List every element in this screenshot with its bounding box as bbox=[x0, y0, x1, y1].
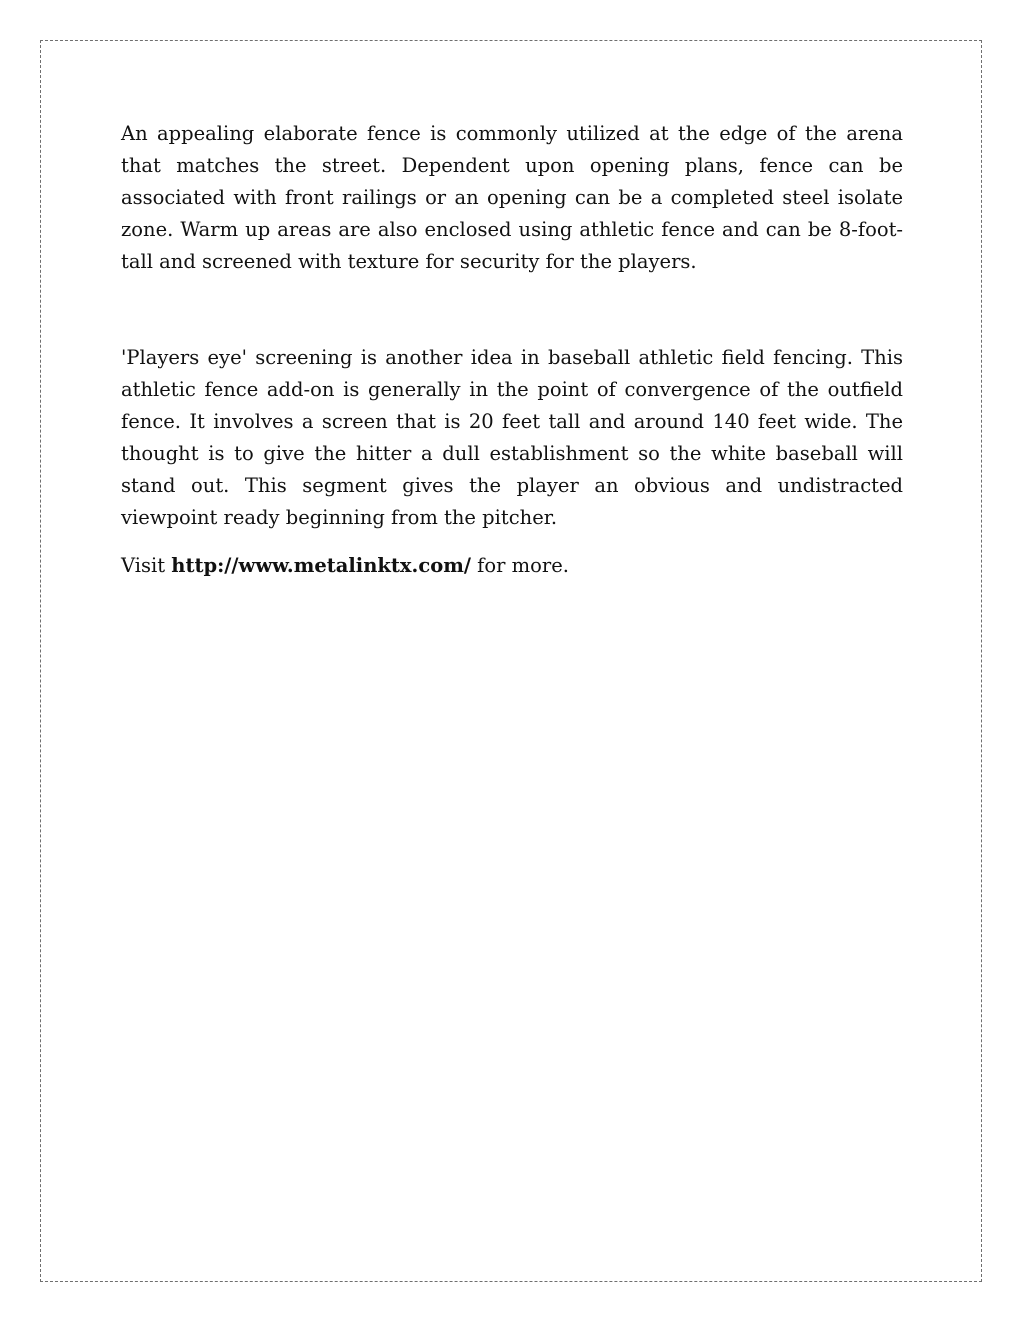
website-link[interactable]: http://www.metalinktx.com/ bbox=[171, 554, 471, 577]
visit-prefix: Visit bbox=[121, 554, 172, 577]
visit-line bbox=[121, 550, 903, 582]
paragraph-players-eye: 'Players eye' screening is another idea in baseball athletic field fencing. This athletic fence add-on is generally in the point of convergence of the outfield fence. It involves a screen that is 20 feet tall and around 140 feet wide. The thought is to give the hitter a dull establishment so the white baseball will stand out. This segment gives the player an obvious and undistracted viewpoint ready beginning from the pitcher. bbox=[121, 346, 903, 529]
paragraph-fence-intro: An appealing elaborate fence is commonly utilized at the edge of the arena that matches the street. Dependent upon opening plans, fence can be associated with front railings or an opening can be a completed steel isolate zone. Warm up areas are also enclosed using athletic fence and can be 8-foot-tall and screened with texture for security for the players. bbox=[121, 122, 903, 273]
document-body bbox=[121, 118, 903, 582]
visit-suffix: for more. bbox=[470, 554, 569, 577]
